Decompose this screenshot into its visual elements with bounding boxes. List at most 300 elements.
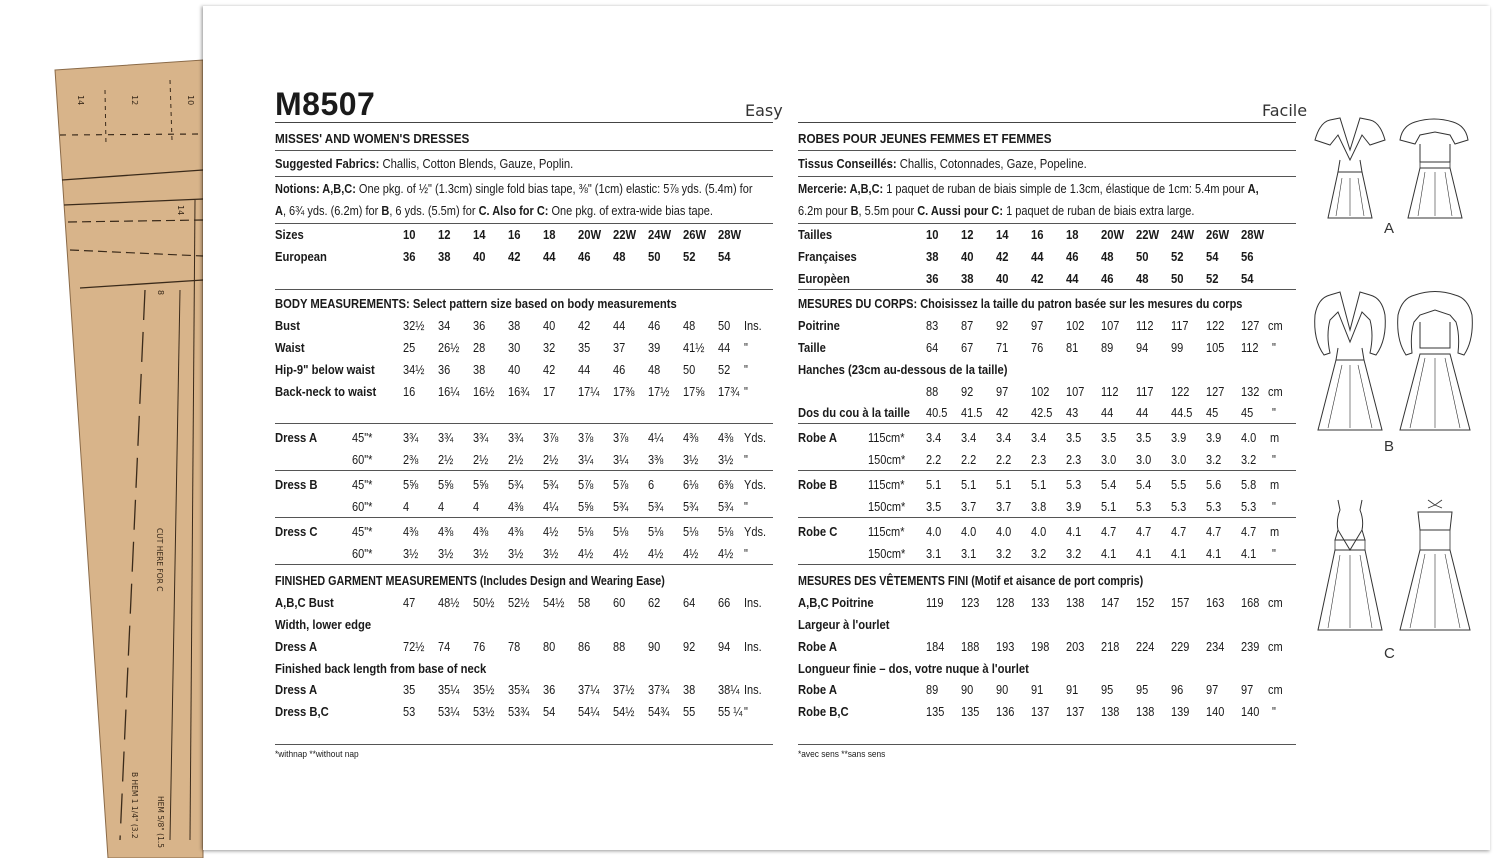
yardage-row-cell: 4.7 [1136,525,1152,539]
finished-row-cell: 54½ [613,705,635,719]
body-row-label: Poitrine [798,319,840,333]
yardage-row-cell: 3½ [403,547,419,561]
yardage-row-cell: 3⅜ [648,453,664,467]
body-row-cell: 46 [648,319,661,333]
yardage-row-cell: 5⅝ [438,478,454,492]
body-row-cell: 44 [578,363,591,377]
finished-row-cell: 37¾ [648,683,670,697]
finished-row-cell: 135 [926,705,945,719]
yardage-row-cell: 5⅛ [648,525,664,539]
yardage-row-cell: 3¼ [613,453,629,467]
fabrics-label: Suggested Fabrics: [275,157,380,171]
french-size-cell: 54 [1206,250,1219,264]
divider [798,122,1296,123]
finished-row-cell: 138 [1066,596,1085,610]
yardage-row-cell: 2½ [438,453,454,467]
size-cell: 28W [1241,228,1265,242]
fabric-width: 115cm* [868,525,905,539]
finished-row-cell: 54¾ [648,705,670,719]
body-row-cell: 132 [1241,385,1260,399]
body-row-cell: 40 [508,363,521,377]
size-cell: 22W [613,228,637,242]
notions-text: , 5.5m pour [858,204,918,218]
european-size-cell: 42 [508,250,521,264]
yardage-row-cell: 6 [648,478,655,492]
finished-row-cell: 72½ [403,640,425,654]
divider [798,176,1296,177]
divider [798,744,1296,745]
yardage-row-cell: 2.2 [996,453,1012,467]
unit-label: " [744,547,748,561]
pattern-title: MISSES' AND WOMEN'S DRESSES [275,131,470,146]
yardage-row-cell: 4.0 [926,525,942,539]
body-row-cell: 107 [1101,319,1120,333]
finished-row-cell: 218 [1101,640,1120,654]
yardage-row-cell: 3½ [718,453,734,467]
body-row-cell: 37 [613,341,626,355]
yardage-row-cell: 3¾ [508,431,524,445]
finished-row-cell: 60 [613,596,626,610]
body-row-cell: 38 [508,319,521,333]
notions-line-1-fr [798,182,1259,196]
yardage-row-cell: 5⅛ [613,525,629,539]
body-measurements-title [275,297,677,311]
yardage-row-cell: 3.0 [1171,453,1187,467]
body-row-cell: 107 [1066,385,1085,399]
yardage-row-cell: 3½ [473,547,489,561]
finished-row-label: Dress B,C [275,705,329,719]
yardage-row-cell: 5¾ [543,478,559,492]
yardage-row-cell: 3.2 [996,547,1012,561]
suggested-fabrics-fr [798,157,1087,171]
finished-row-cell: 91 [1066,683,1079,697]
footnote: *withnap **without nap [275,749,359,760]
european-size-cell: 52 [1206,272,1219,286]
yardage-row-cell: 3.2 [1066,547,1082,561]
finished-row-cell: 128 [996,596,1015,610]
view-ref: B [381,204,390,218]
yardage-row-cell: 3.4 [926,431,942,445]
divider [275,150,773,151]
yardage-row-cell: 2.2 [961,453,977,467]
finished-row-label: A,B,C Bust [275,596,334,610]
yardage-row-cell: 2.3 [1031,453,1047,467]
view-ref: C. Also for C: [478,204,549,218]
body-row-cell: 44 [613,319,626,333]
unit-label: " [744,705,748,719]
pattern-title-fr: ROBES POUR JEUNES FEMMES ET FEMMES [798,131,1052,146]
finished-row-cell: 64 [683,596,696,610]
finished-row-cell: 229 [1171,640,1190,654]
body-row-cell: 127 [1241,319,1260,333]
body-row-cell: 99 [1171,341,1184,355]
french-size-cell: 56 [1241,250,1254,264]
body-row-cell: 45 [1241,406,1254,420]
body-row-cell: 112 [1241,341,1259,355]
finished-row-cell: 97 [1241,683,1254,697]
french-size-cell: 46 [1066,250,1079,264]
european-size-cell: 50 [648,250,661,264]
unit-label: " [744,363,748,377]
yardage-row-cell: 3⅞ [543,431,559,445]
yardage-row-cell: 3¾ [438,431,454,445]
dress-c-front-illustration [1318,500,1382,630]
yardage-row-cell: 3½ [683,453,699,467]
body-row-cell: 17¼ [578,385,600,399]
finished-row-cell: 35¾ [508,683,530,697]
yardage-row-cell: 5⅞ [578,478,594,492]
yardage-row-cell: 4¼ [543,500,559,514]
yardage-row-cell: 3½ [508,547,524,561]
yardage-row-cell: 6⅛ [683,478,699,492]
finished-row-cell: 90 [961,683,974,697]
view-ref: A [275,204,283,218]
yardage-row-cell: 3.8 [1031,500,1047,514]
body-row-cell: 122 [1171,385,1190,399]
finished-row-cell: 140 [1206,705,1225,719]
finished-row-cell: 163 [1206,596,1225,610]
finished-row-cell: 38 [683,683,696,697]
divider [275,223,773,224]
yardage-row-cell: 3.5 [1101,431,1117,445]
unit-label: cm [1268,640,1283,654]
section-title: MESURES DU CORPS: [798,297,918,311]
unit-label: Yds. [744,525,767,539]
body-row-cell: 97 [1031,319,1044,333]
size-cell: 20W [1101,228,1125,242]
yardage-row-cell: 3.5 [1136,431,1152,445]
unit-label: Ins. [744,683,762,697]
yardage-row-cell: 4.0 [996,525,1012,539]
body-row-cell: 25 [403,341,416,355]
fabric-width: 45"* [352,478,373,492]
finished-row-cell: 74 [438,640,451,654]
finished-row-cell: 53¾ [508,705,530,719]
body-row-cell: 92 [996,319,1009,333]
yardage-row-cell: 3.2 [1031,547,1047,561]
european-size-cell: 48 [613,250,626,264]
european-size-cell: 36 [926,272,939,286]
yardage-row-cell: 5.6 [1206,478,1222,492]
unit-label: " [1272,341,1276,355]
yardage-row-cell: 3¼ [578,453,594,467]
finished-row-cell: 38¼ [718,683,740,697]
finished-row-cell: 78 [508,640,521,654]
yardage-row-cell: 5.3 [1066,478,1082,492]
view-illustrations [1310,110,1485,670]
body-row-cell: 52 [718,363,731,377]
size-cell: 12 [961,228,974,242]
body-row-cell: 42 [543,363,556,377]
body-row-cell: 42.5 [1031,406,1053,420]
notions-line-2-fr [798,204,1194,218]
body-row-cell: 102 [1066,319,1085,333]
yardage-row-cell: 2½ [508,453,524,467]
yardage-row-cell: 5¾ [683,500,699,514]
french-size-cell: 40 [961,250,974,264]
notions-label: Notions: A,B,C: [275,182,356,196]
divider [275,517,773,518]
body-row-cell: 35 [578,341,591,355]
yardage-row-cell: 5⅛ [578,525,594,539]
yardage-row-cell: 4.0 [961,525,977,539]
body-row-cell: 102 [1031,385,1050,399]
unit-label: cm [1268,683,1283,697]
size-cell: 18 [1066,228,1079,242]
european-size-cell: 46 [578,250,591,264]
finished-row-cell: 88 [613,640,626,654]
finished-row-cell: 193 [996,640,1015,654]
finished-row-cell: 54½ [543,596,565,610]
french-size-cell: 48 [1101,250,1114,264]
finished-row-label: Width, lower edge [275,618,372,632]
yardage-row-cell: 5.3 [1206,500,1222,514]
body-row-label: Taille [798,341,826,355]
yardage-row-cell: 4⅜ [473,525,489,539]
unit-label: Yds. [744,478,767,492]
yardage-row-cell: 5¾ [718,500,734,514]
fabrics-label: Tissus Conseillés: [798,157,897,171]
unit-label: Ins. [744,319,762,333]
sizes-label-fr: Tailles [798,228,833,242]
finished-row-cell: 47 [403,596,416,610]
french-size-cell: 52 [1171,250,1184,264]
finished-row-cell: 234 [1206,640,1225,654]
body-row-cell: 28 [473,341,486,355]
size-cell: 16 [1031,228,1044,242]
size-cell: 18 [543,228,556,242]
finished-row-cell: 91 [1031,683,1044,697]
unit-label: m [1270,431,1280,445]
finished-row-label: Robe A [798,640,837,654]
french-size-cell: 38 [926,250,939,264]
dress-b-front-illustration [1315,292,1386,430]
european-size-cell: 52 [683,250,696,264]
european-size-cell: 44 [1066,272,1079,286]
finished-row-cell: 58 [578,596,591,610]
yardage-view-label: Dress A [275,431,318,445]
body-row-label: Waist [275,341,305,355]
finished-row-cell: 239 [1241,640,1260,654]
body-row-cell: 112 [1136,319,1154,333]
finished-row-cell: 55 ¼ [718,705,743,719]
european-size-cell: 50 [1171,272,1184,286]
body-row-cell: 44 [718,341,731,355]
pattern-size-number: 14 [76,95,85,106]
footnote: *avec sens **sans sens [798,749,886,760]
yardage-row-cell: 6⅜ [718,478,734,492]
finished-row-cell: 52½ [508,596,530,610]
section-subtitle: Choisissez la taille du patron basée sur les mesures du corps [917,297,1243,311]
suggested-fabrics [275,157,573,171]
body-row-cell: 26½ [438,341,460,355]
yardage-row-cell: 3.9 [1206,431,1222,445]
yardage-view-label: Robe B [798,478,838,492]
finished-row-cell: 157 [1171,596,1190,610]
yardage-row-cell: 4½ [543,525,559,539]
unit-label: " [1272,406,1276,420]
yardage-row-cell: 5.3 [1241,500,1257,514]
body-row-cell: 36 [438,363,451,377]
notions-text: 1 paquet de ruban de biais extra large. [1003,204,1195,218]
finished-measurements-title: FINISHED GARMENT MEASUREMENTS (Includes Design and Wearing Ease) [275,574,665,588]
finished-measurements-title-fr: MESURES DES VÊTEMENTS FINI (Motif et aisance de port compris) [798,574,1144,588]
yardage-row-cell: 4.0 [1241,431,1257,445]
yardage-row-cell: 5.1 [926,478,942,492]
body-row-cell: 92 [961,385,974,399]
fabric-width: 45"* [352,431,373,445]
finished-row-cell: 147 [1101,596,1120,610]
french-size-cell: 42 [996,250,1009,264]
body-row-cell: 112 [1101,385,1119,399]
hem-label: HEM 5/8" (1.5 [156,796,165,848]
body-row-cell: 83 [926,319,939,333]
body-row-cell: 17½ [648,385,670,399]
body-row-cell: 39 [648,341,661,355]
notions-label: Mercerie: A,B,C: [798,182,884,196]
size-cell: 20W [578,228,602,242]
yardage-row-cell: 5.3 [1171,500,1187,514]
finished-row-label: Longueur finie – dos, votre nuque à l'ourlet [798,662,1029,676]
yardage-row-cell: 3.4 [1031,431,1047,445]
european-size-cell: 40 [473,250,486,264]
finished-row-cell: 89 [926,683,939,697]
fabric-width: 115cm* [868,478,905,492]
yardage-row-cell: 4 [473,500,480,514]
body-row-cell: 42 [996,406,1009,420]
body-row-cell: 42 [578,319,591,333]
yardage-row-cell: 5.1 [961,478,977,492]
unit-label: " [1272,547,1276,561]
body-row-cell: 17⅜ [613,385,635,399]
finished-row-cell: 203 [1066,640,1085,654]
difficulty-level: Easy [745,101,783,120]
divider [798,223,1296,224]
yardage-row-cell: 5⅛ [683,525,699,539]
size-cell: 14 [996,228,1009,242]
dress-a-front-illustration [1315,118,1385,218]
notions-text: 1 paquet de ruban de biais simple de 1.3cm, élastique de 1cm: 5.4m pour [883,182,1248,196]
size-cell: 24W [648,228,672,242]
size-cell: 24W [1171,228,1195,242]
yardage-row-cell: 4.7 [1101,525,1117,539]
fabric-width: 150cm* [868,453,906,467]
divider [275,289,773,290]
size-cell: 16 [508,228,521,242]
body-row-cell: 45 [1206,406,1219,420]
body-row-cell: 122 [1206,319,1225,333]
body-measurements-title-fr [798,297,1242,311]
unit-label: " [1272,705,1276,719]
yardage-row-cell: 4.7 [1206,525,1222,539]
finished-row-cell: 184 [926,640,945,654]
dress-b-back-illustration [1398,292,1473,431]
yardage-row-cell: 5⅞ [613,478,629,492]
cut-here-label: CUT HERE FOR C [155,528,164,592]
pattern-size-number: 12 [130,95,139,106]
finished-row-cell: 90 [648,640,661,654]
finished-row-cell: 138 [1101,705,1120,719]
body-row-cell: 16½ [473,385,495,399]
yardage-row-cell: 3.5 [926,500,942,514]
finished-row-cell: 224 [1136,640,1155,654]
divider [275,470,773,471]
finished-row-label: Dress A [275,683,318,697]
finished-row-cell: 86 [578,640,591,654]
body-row-label: Hip-9" below waist [275,363,375,377]
finished-row-cell: 137 [1031,705,1050,719]
finished-row-cell: 168 [1241,596,1260,610]
notions-text: 6.2m pour [798,204,851,218]
yardage-row-cell: 3.1 [961,547,977,561]
finished-row-cell: 54 [543,705,556,719]
finished-row-cell: 136 [996,705,1015,719]
finished-row-cell: 90 [996,683,1009,697]
finished-row-cell: 133 [1031,596,1050,610]
sizes-label: Sizes [275,228,304,242]
fabric-width: 60"* [352,500,373,514]
body-row-cell: 46 [613,363,626,377]
yardage-view-label: Robe C [798,525,838,539]
finished-row-cell: 53 [403,705,416,719]
yardage-row-cell: 5.5 [1171,478,1187,492]
yardage-row-cell: 3.9 [1066,500,1082,514]
unit-label: cm [1268,385,1283,399]
unit-label: Yds. [744,431,767,445]
divider [798,423,1296,424]
view-ref: B [850,204,859,218]
yardage-row-cell: 4.1 [1206,547,1222,561]
yardage-row-cell: 4⅜ [718,431,734,445]
body-row-label: Dos du cou à la taille [798,406,910,420]
divider [798,517,1296,518]
yardage-view-label: Robe A [798,431,837,445]
yardage-view-label: Dress B [275,478,318,492]
french-sizes-label: Françaises [798,250,857,264]
body-row-cell: 43 [1066,406,1079,420]
body-row-cell: 64 [926,341,939,355]
yardage-row-cell: 2.2 [926,453,942,467]
notions-text: , 6 yds. (5.5m) for [389,204,479,218]
body-row-cell: 89 [1101,341,1114,355]
yardage-row-cell: 5¾ [613,500,629,514]
yardage-row-cell: 5.1 [1031,478,1047,492]
yardage-row-cell: 2½ [543,453,559,467]
european-label-fr: Europèen [798,272,850,286]
finished-row-cell: 37½ [613,683,635,697]
french-size-cell: 44 [1031,250,1044,264]
notions-line-2 [275,204,713,218]
finished-row-label: Largeur à l'ourlet [798,618,890,632]
french-size-cell: 50 [1136,250,1149,264]
yardage-row-cell: 3.5 [1066,431,1082,445]
yardage-row-cell: 2.3 [1066,453,1082,467]
view-ref: C. Aussi pour C: [917,204,1004,218]
body-row-cell: 17⅝ [683,385,705,399]
body-row-cell: 127 [1206,385,1225,399]
yardage-row-cell: 4⅜ [438,525,454,539]
body-row-cell: 67 [961,341,974,355]
yardage-row-cell: 5.3 [1136,500,1152,514]
finished-row-cell: 123 [961,596,980,610]
yardage-row-cell: 4 [403,500,410,514]
body-row-cell: 34½ [403,363,425,377]
unit-label: Ins. [744,596,762,610]
yardage-row-cell: 3.2 [1206,453,1222,467]
finished-row-cell: 35¼ [438,683,460,697]
notions-text: , 6¾ yds. (6.2m) for [282,204,382,218]
body-row-cell: 34 [438,319,451,333]
